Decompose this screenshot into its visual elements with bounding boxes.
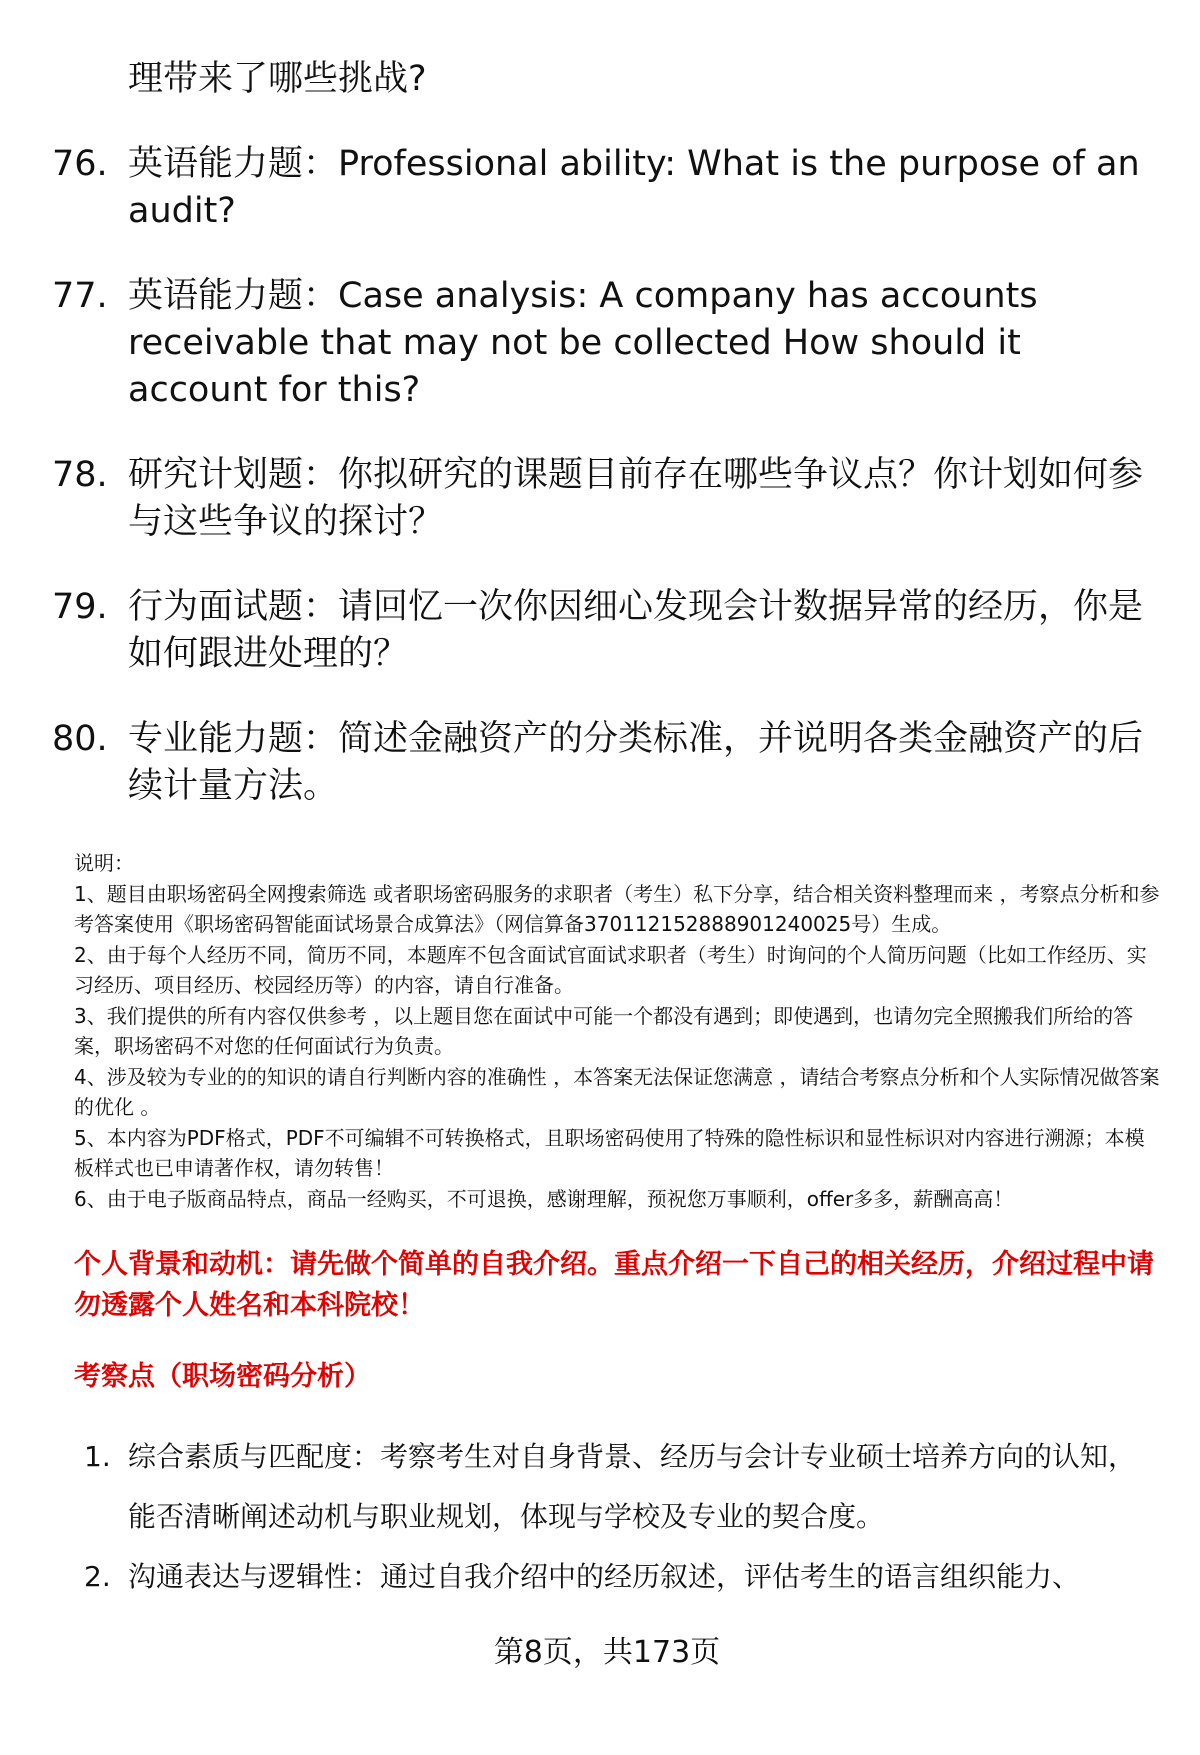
note-item: 6、由于电子版商品特点，商品一经购买，不可退换，感谢理解，预祝您万事顺利，offer多多，薪酬高高！ — [74, 1186, 1014, 1211]
question-text: 研究计划题：你拟研究的课题目前存在哪些争议点？你计划如何参与这些争议的探讨？ — [128, 455, 1144, 542]
question-76 — [52, 141, 1162, 235]
notes-section — [74, 848, 1162, 1214]
question-number: 77. — [52, 276, 108, 316]
page-footer: 第8页，共173页 — [493, 1635, 721, 1670]
question-text: 英语能力题：Professional ability: What is the purpose of an audit? — [128, 144, 1140, 231]
note-item: 2、由于每个人经历不同，简历不同，本题库不包含面试官面试求职者（考生）时询问的个人简历问题（比如工作经历、实习经历、项目经历、校园经历等）的内容，请自行准备。 — [74, 942, 1147, 997]
question-text: 行为面试题：请回忆一次你因细心发现会计数据异常的经历，你是如何跟进处理的？ — [128, 587, 1144, 674]
question-75-tail — [52, 56, 1162, 103]
question-79 — [52, 584, 1162, 678]
analysis-item-text: 沟通表达与逻辑性：通过自我介绍中的经历叙述，评估考生的语言组织能力、 — [128, 1560, 1081, 1593]
notes-title: 说明： — [74, 851, 134, 875]
question-number: 76. — [52, 144, 108, 184]
analysis-item-number: 1. — [84, 1440, 111, 1473]
question-number: 80. — [52, 719, 108, 759]
analysis-heading: 考察点（职场密码分析） — [74, 1361, 371, 1392]
question-text: 理带来了哪些挑战? — [128, 59, 427, 99]
question-78 — [52, 452, 1162, 546]
analysis-item — [84, 1427, 1162, 1547]
question-heading: 个人背景和动机：请先做个简单的自我介绍。重点介绍一下自己的相关经历，介绍过程中请勿透露个人姓名和本科院校！ — [74, 1249, 1154, 1321]
note-item: 3、我们提供的所有内容仅供参考 ，以上题目您在面试中可能一个都没有遇到；即使遇到，也请勿完全照搬我们所给的答案，职场密码不对您的任何面试行为负责。 — [74, 1003, 1134, 1058]
question-text: 专业能力题：简述金融资产的分类标准，并说明各类金融资产的后续计量方法。 — [128, 719, 1144, 806]
analysis-item-number: 2. — [84, 1560, 111, 1593]
analysis-item-text: 综合素质与匹配度：考察考生对自身背景、经历与会计专业硕士培养方向的认知，能否清晰阐述动机与职业规划，体现与学校及专业的契合度。 — [128, 1440, 1137, 1533]
note-item: 4、涉及较为专业的的知识的请自行判断内容的准确性 ，本答案无法保证您满意 ，请结合考察点分析和个人实际情况做答案的优化 。 — [74, 1064, 1160, 1119]
note-item: 5、本内容为PDF格式，PDF不可编辑不可转换格式，且职场密码使用了特殊的隐性标识和显性标识对内容进行溯源；本模板样式也已申请著作权，请勿转售！ — [74, 1125, 1145, 1180]
question-number: 78. — [52, 455, 108, 495]
question-77 — [52, 273, 1162, 414]
question-80 — [52, 716, 1162, 810]
analysis-list — [84, 1427, 1162, 1607]
question-text: 英语能力题：Case analysis: A company has accounts receivable that may not be collected How should it account for this? — [128, 276, 1038, 410]
analysis-item — [84, 1547, 1162, 1607]
note-item: 1、题目由职场密码全网搜索筛选 或者职场密码服务的求职者（考生）私下分享，结合相关资料整理而来 ，考察点分析和参考答案使用《职场密码智能面试场景合成算法》（网信算备370112152888901240025号）生成。 — [74, 881, 1160, 936]
question-number: 79. — [52, 587, 108, 627]
